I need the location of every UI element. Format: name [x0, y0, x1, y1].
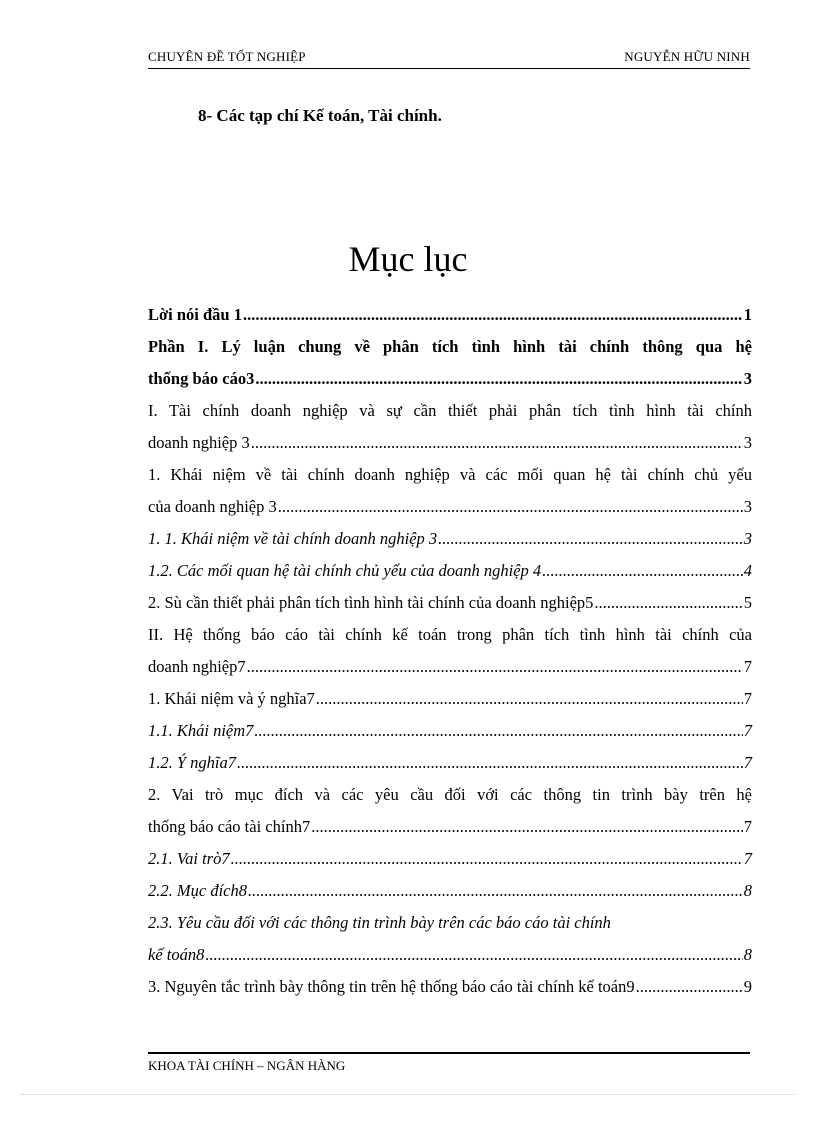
toc-page-number: 7	[743, 721, 752, 740]
toc-page-number: 3	[743, 529, 752, 548]
toc-entry-leader-line	[148, 811, 752, 843]
toc-entry-line: 2. Vai trò mục đích và các yêu cầu đối với các thông tin trình bày trên hệ	[148, 785, 752, 804]
toc-entry-line: II. Hệ thống báo cáo tài chính kế toán trong phân tích tình hình tài chính của	[148, 625, 752, 644]
toc-entry-title: 2.2. Mục đích8	[148, 881, 247, 900]
toc-entry-leader-line	[148, 971, 752, 1003]
toc-dot-leader	[542, 555, 743, 587]
toc-page-number: 7	[743, 753, 752, 772]
toc-page-number: 8	[743, 945, 752, 964]
toc-page-number: 7	[743, 657, 752, 676]
toc-entry-leader-line	[148, 939, 752, 971]
toc-entry[interactable]	[148, 299, 752, 331]
toc-dot-leader	[237, 747, 743, 779]
toc-page-number: 9	[743, 977, 752, 996]
toc-page-number: 7	[743, 849, 752, 868]
toc-entry[interactable]	[148, 683, 752, 715]
reference-item: 8- Các tạp chí Kế toán, Tài chính.	[198, 106, 442, 125]
toc-entry-leader-line	[148, 747, 752, 779]
toc-entry-leader-line	[148, 651, 752, 683]
toc-dot-leader	[248, 875, 743, 907]
toc-dot-leader	[594, 587, 742, 619]
toc-entry[interactable]	[148, 587, 752, 619]
header-author: NGUYỄN HỮU NINH	[624, 49, 750, 64]
toc-entry[interactable]	[148, 619, 752, 683]
toc-entry-leader-line	[148, 555, 752, 587]
toc-entry-title: thống báo cáo3	[148, 369, 255, 388]
toc-entry-leader-line	[148, 491, 752, 523]
toc-entry-title: 1.1. Khái niệm7	[148, 721, 254, 740]
toc-entry[interactable]	[148, 459, 752, 523]
toc-entry-title: 1. 1. Khái niệm về tài chính doanh nghiệp 3	[148, 529, 438, 548]
toc-dot-leader	[255, 363, 742, 395]
toc-entry-title: của doanh nghiệp 3	[148, 497, 277, 516]
toc-entry[interactable]	[148, 715, 752, 747]
toc-entry[interactable]	[148, 779, 752, 843]
toc-entry-title: thống báo cáo tài chính7	[148, 817, 311, 836]
toc-page-number: 8	[743, 881, 752, 900]
toc-entry-title: doanh nghiệp 3	[148, 433, 250, 452]
toc-dot-leader	[278, 491, 743, 523]
toc-entry-leader-line	[148, 363, 752, 395]
toc-page-number: 3	[743, 497, 752, 516]
page-header	[148, 48, 750, 69]
toc-entry[interactable]	[148, 555, 752, 587]
toc-entry[interactable]	[148, 907, 752, 971]
toc-page-number: 3	[743, 369, 752, 388]
toc-page-number: 3	[743, 433, 752, 452]
page-footer	[148, 1052, 750, 1074]
toc-entry-title: 2. Sù cần thiết phải phân tích tình hình tài chính của doanh nghiệp5	[148, 593, 594, 612]
page-edge-divider	[20, 1094, 796, 1095]
toc-entry-title: 2.1. Vai trò7	[148, 849, 230, 868]
toc-entry[interactable]	[148, 875, 752, 907]
toc-entry-title: 1.2. Ý nghĩa7	[148, 753, 237, 772]
toc-entry-title: kế toán8	[148, 945, 205, 964]
toc-dot-leader	[247, 651, 743, 683]
toc-page-number: 1	[743, 305, 752, 324]
toc-entry-line: I. Tài chính doanh nghiệp và sự cần thiết phải phân tích tình hình tài chính	[148, 401, 752, 420]
header-title: CHUYÊN ĐỀ TỐT NGHIỆP	[148, 49, 306, 64]
toc-entry-line: 2.3. Yêu cầu đối với các thông tin trình bày trên các báo cáo tài chính	[148, 913, 611, 932]
toc-dot-leader	[254, 715, 742, 747]
page-title: Mục lục	[348, 239, 468, 279]
toc-entry-title: 1.2. Các mối quan hệ tài chính chủ yếu của doanh nghiệp 4	[148, 561, 542, 580]
toc-entry-line: 1. Khái niệm về tài chính doanh nghiệp và các mối quan hệ tài chính chủ yếu	[148, 465, 752, 484]
toc-entry-leader-line	[148, 523, 752, 555]
toc-entry[interactable]	[148, 747, 752, 779]
toc-entry-title: Lời nói đầu 1	[148, 305, 242, 324]
toc-entry[interactable]	[148, 843, 752, 875]
toc-entry-leader-line	[148, 587, 752, 619]
toc-dot-leader	[438, 523, 743, 555]
toc-dot-leader	[311, 811, 743, 843]
table-of-contents	[148, 299, 752, 1003]
toc-dot-leader	[243, 299, 743, 331]
toc-dot-leader	[636, 971, 743, 1003]
toc-entry-leader-line	[148, 683, 752, 715]
toc-entry[interactable]	[148, 331, 752, 395]
toc-entry-title: 1. Khái niệm và ý nghĩa7	[148, 689, 315, 708]
toc-dot-leader	[251, 427, 743, 459]
toc-page-number: 7	[743, 689, 752, 708]
toc-entry-line: Phần I. Lý luận chung về phân tích tình hình tài chính thông qua hệ	[148, 337, 752, 356]
toc-dot-leader	[205, 939, 742, 971]
toc-entry-title: doanh nghiệp7	[148, 657, 246, 676]
toc-dot-leader	[316, 683, 743, 715]
toc-entry-leader-line	[148, 427, 752, 459]
toc-page-number: 7	[743, 817, 752, 836]
toc-entry[interactable]	[148, 971, 752, 1003]
footer-text: KHOA TÀI CHÍNH – NGÂN HÀNG	[148, 1058, 346, 1073]
toc-entry[interactable]	[148, 395, 752, 459]
toc-page-number: 5	[743, 593, 752, 612]
toc-entry-title: 3. Nguyên tắc trình bày thông tin trên hệ thống báo cáo tài chính kế toán9	[148, 977, 635, 996]
toc-entry-leader-line	[148, 875, 752, 907]
toc-entry[interactable]	[148, 523, 752, 555]
toc-entry-leader-line	[148, 843, 752, 875]
toc-entry-leader-line	[148, 715, 752, 747]
toc-entry-leader-line	[148, 299, 752, 331]
toc-dot-leader	[231, 843, 743, 875]
toc-page-number: 4	[743, 561, 752, 580]
